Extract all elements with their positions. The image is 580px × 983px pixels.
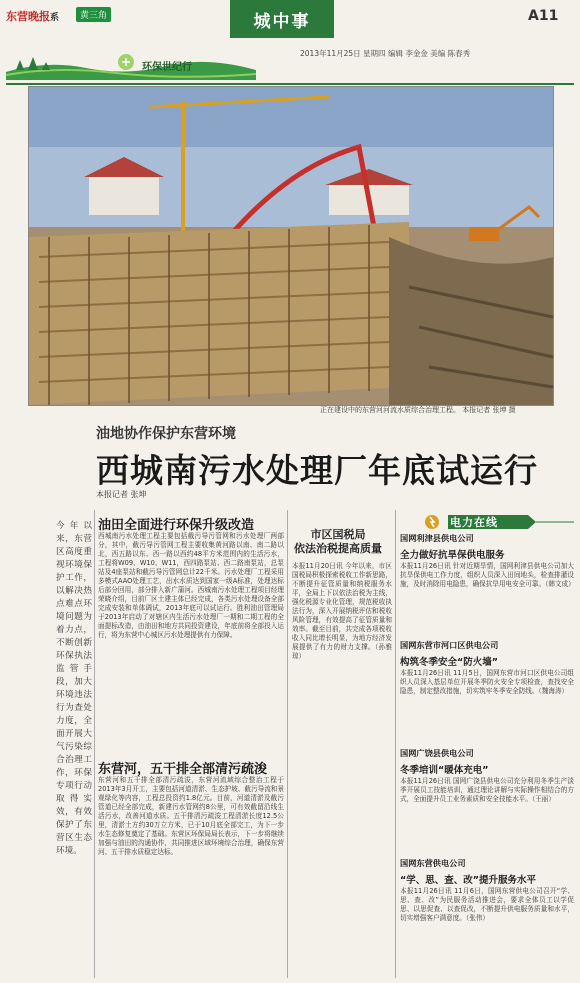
tax-article-headline: 市区国税局 依法治税提高质量 [294, 528, 382, 555]
paper-name: 东营晚报系 [6, 10, 60, 23]
article-kicker: 油地协作保护东营环境 [96, 426, 236, 442]
sidebar-item-title: 国网利津县供电公司 [400, 533, 474, 543]
column-divider [94, 510, 95, 978]
section-heading: 东营河，五干排全部清污疏浚 [98, 762, 268, 777]
section-title: 城中事 [230, 0, 334, 38]
power-online-title: 电力在线 [450, 516, 498, 529]
article-byline: 本报记者 张坤 [96, 490, 147, 499]
page-number: A11 [528, 8, 559, 24]
section-body: 西城南污水处理工程主要包括截污导污管网和污水处理厂两部分，其中，截污导污管网工程主要收集黄河路以南、南二路以北，西五路以东、西一路以西约48平方米范围内的生活污水，工程将W09、W10、W11，西四路泵站、西二路南泵站，总泵站及4座泵站和截污导污管网总计22千米。污水处理厂工程采用多模式AAO处理工艺，出水水质达到国家一级A标准，处理达标后部分回用，部分排入新广蒲河。西城南污水处理工程项目经理荣晓介绍，目前厂区土建主体已经完成，各类污水处理设备全部完成安装和单体调试，2013年底可以试运行。胜利油田管理局于2013年启动了对辖区内生活污水处理厂一期和二期工程的全面提标改造，由油田和地方共同投资建设，年底前将全部投入运行，将为东营中心城区污水处理提供有力保障。 [98, 532, 284, 639]
sidebar-item-body: 本报11月26日讯 针对近期旱情，国网利津县供电公司加大抗旱保供电工作力度，组织人员深入田间地头，检查排灌设施，及时消除用电隐患，确保抗旱用电安全可靠。（韩文成） [400, 562, 575, 588]
sidebar-item-headline: 构筑冬季安全“防火墙” [400, 657, 498, 668]
header-rule [6, 83, 574, 85]
paper-chip: 黄三角 [76, 7, 111, 22]
sidebar-item-title: 国网东营供电公司 [400, 858, 466, 868]
date-editor-line: 2013年11月25日 星期四 编辑 李金金 美编 陈春秀 [300, 49, 471, 58]
sidebar-item-headline: 冬季培训“暖体充电” [400, 765, 489, 776]
sidebar-item-body: 本报11月26日讯 国网广饶县供电公司充分利用冬季生产淡季开展员工技能培训，通过理论讲解与实际操作相结合的方式，全面提升员工业务素质和安全技能水平。（王丽） [400, 777, 574, 803]
sidebar-item-title: 国网广饶县供电公司 [400, 748, 474, 758]
column-divider [287, 510, 288, 978]
banner-graphic [6, 42, 256, 80]
section-body: 东营河和五干排全部清污疏浚，东营河流域综合整治工程于2013年3月开工，主要包括河道清淤、生态护坡、截污导流和景观绿化等内容，工程总投资约1.8亿元。目前，河道清淤及截污管道已经全部完成，新建污水管网约8公里，可有效截留沿线生活污水，改善河道水质。五干排清污疏浚工程清淤长度12.5公里，清淤土方约30万立方米，已于10月底全部完工，为下一步水生态修复奠定了基础。东营区环保局局长表示，下一步将继续加强与油田的沟通协作，共同推进区域环境综合治理，确保东营河、五干排水质稳定达标。 [98, 776, 284, 856]
section-heading: 油田全面进行环保升级改造 [98, 518, 255, 533]
sidebar-item-headline: 全力做好抗旱保供电服务 [400, 550, 505, 561]
sidebar-item-headline: “学、思、查、改”提升服务水平 [400, 875, 536, 886]
column-divider [395, 510, 396, 978]
intro-column: 今年以来，东营区高度重视环境保护工作，以解决热点难点环境问题为着力点，不断创新环保执法监管手段，加大环境违法行为查处力度，全面开展大气污染综合治理工作，环保专项行动取得实效，有效保护了东营区生态环境。 [56, 521, 92, 856]
sidebar-item-body: 本报11月26日讯 11月6日，国网东营供电公司召开“学、思、查、改”为民服务活动推进会，要求全体员工以学促思、以思促查、以查促改，不断提升供电服务质量和水平，切实增强客户满意度。（张伟） [400, 887, 574, 922]
sidebar-item-body: 本报11月26日讯 11月5日，国网东营市河口区供电公司组织人员深入基层单位开展冬季防火安全专项检查，查找安全隐患，制定整改措施，切实筑牢冬季安全防线。（魏海涛） [400, 669, 574, 695]
photo-caption: 正在建设中的东营河河流水质综合治理工程。 本报记者 张坤 摄 [320, 406, 516, 414]
article-headline: 西城南污水处理厂年底试运行 [96, 451, 538, 490]
construction-photo [28, 86, 554, 406]
sidebar-item-title: 国网东营市河口区供电公司 [400, 640, 499, 650]
banner-title: 环保世纪行 [142, 62, 192, 73]
tax-article-body: 本报11月20日讯 今年以来，市区国税局积极探索税收工作新思路，不断提升征管质量和纳税服务水平，全局上下以依法治税为主线，强化税源专业化管理，规范税收执法行为，深入开展纳税评估和税收风险管理，有效提高了征管质量和效率。截至目前，共完成各项税收收入同比增长明显，为地方经济发展提供了有力的财力支撑。（孙雅琼） [292, 562, 392, 660]
masthead [0, 0, 580, 38]
